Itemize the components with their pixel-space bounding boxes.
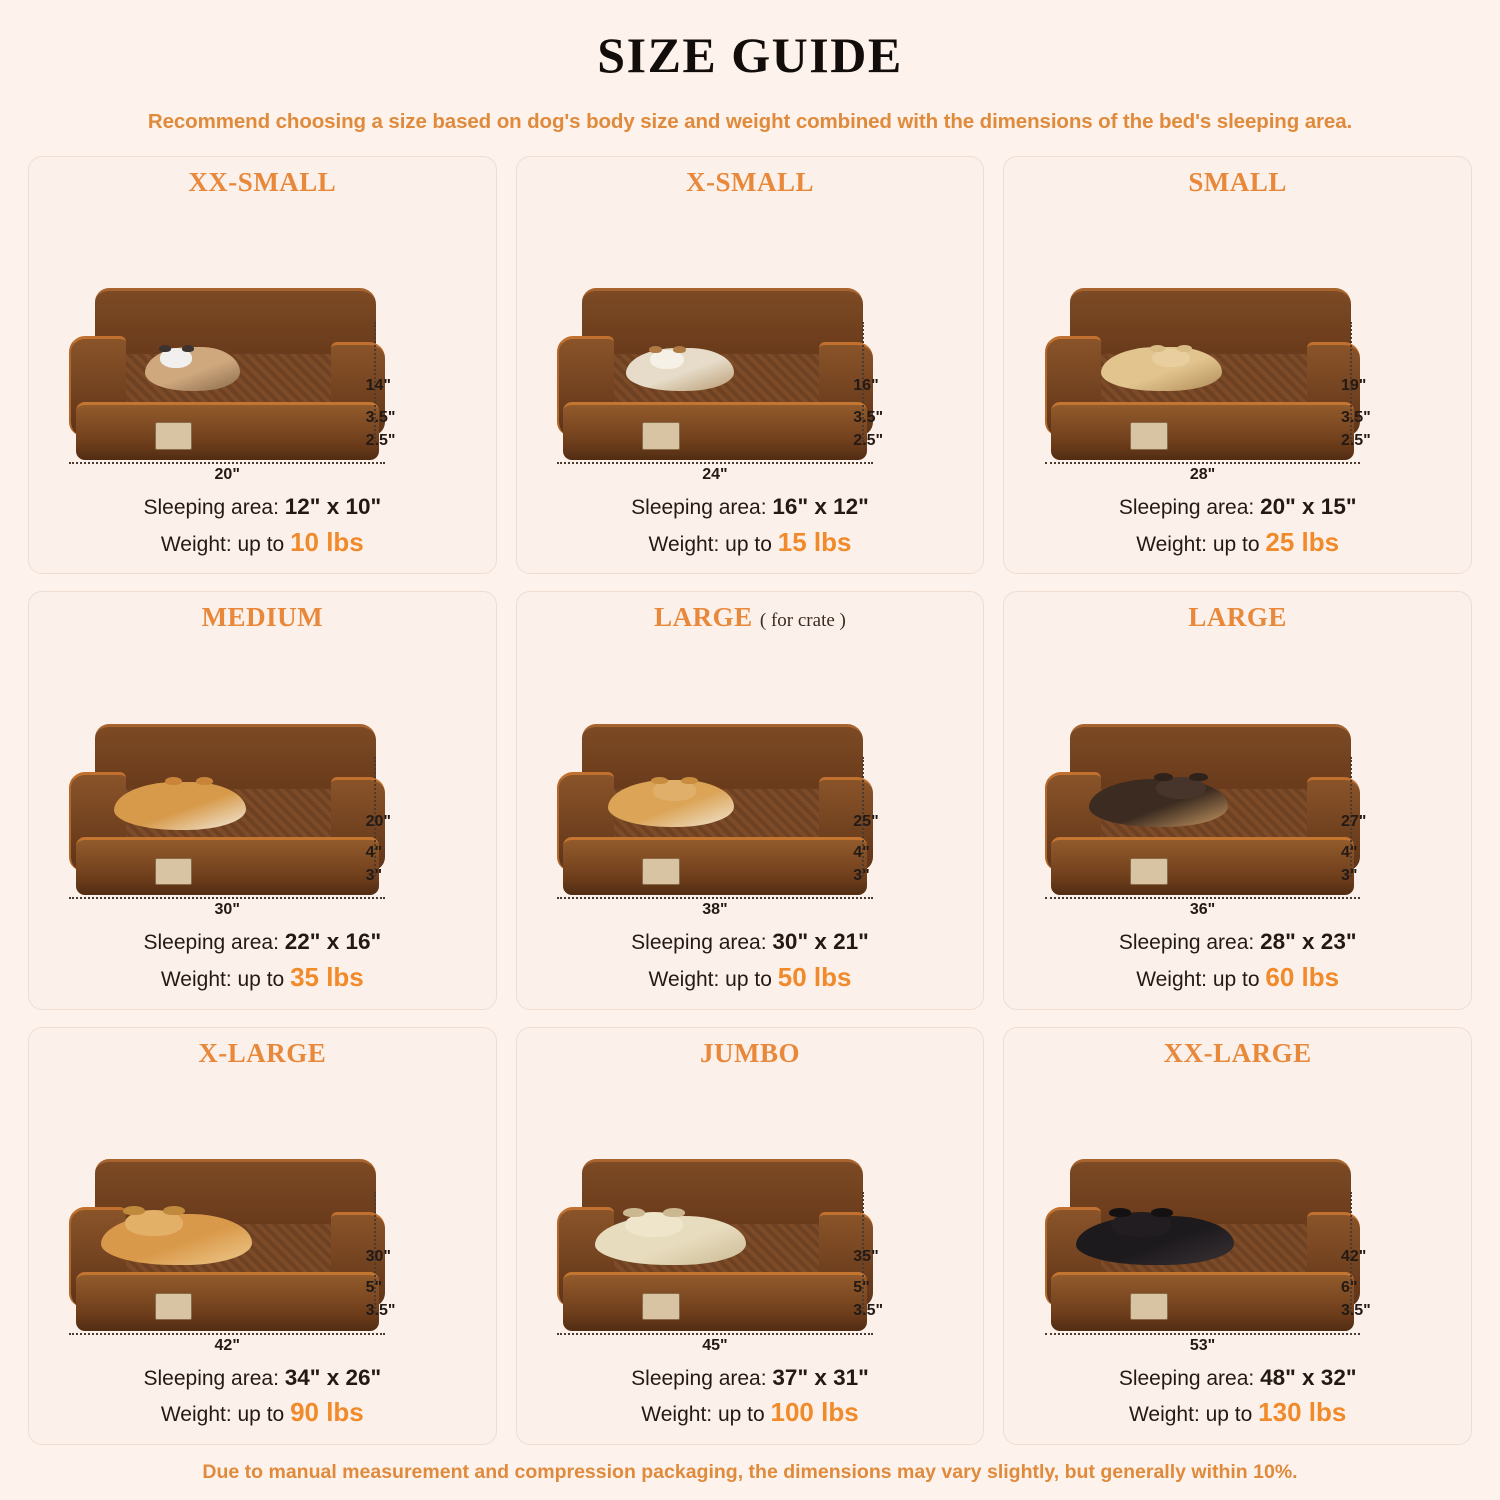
size-specs bbox=[1018, 925, 1457, 996]
sleeping-area-label: Sleeping area: bbox=[143, 495, 285, 519]
brand-tag bbox=[642, 422, 680, 449]
cushion-height-value: 3" bbox=[365, 867, 383, 885]
size-card bbox=[28, 591, 497, 1009]
sleeping-area-row bbox=[1018, 490, 1457, 524]
bed-height-value: 14" bbox=[365, 377, 391, 395]
width-dimension-line bbox=[1045, 897, 1361, 919]
size-card-title bbox=[43, 1038, 482, 1069]
width-dimension-line bbox=[69, 1333, 385, 1355]
bed-length-value: 24" bbox=[696, 466, 733, 484]
size-card bbox=[1003, 1027, 1472, 1445]
pet-ear-left bbox=[623, 1208, 645, 1217]
bed-height-value: 20" bbox=[365, 812, 391, 830]
sleeping-area-value: 48" x 32" bbox=[1260, 1364, 1357, 1390]
vertical-dimensions bbox=[1341, 1245, 1455, 1323]
bed-cushion bbox=[563, 837, 866, 895]
bed-height-value: 35" bbox=[853, 1248, 879, 1265]
bed-height-value: 19" bbox=[1340, 377, 1367, 395]
pet-head bbox=[1152, 349, 1190, 368]
sleeping-area-label: Sleeping area: bbox=[143, 1366, 285, 1390]
size-name: LARGE bbox=[654, 602, 753, 633]
weight-row bbox=[43, 1394, 482, 1432]
pet-head bbox=[160, 348, 192, 368]
bed-height-value: 16" bbox=[853, 377, 879, 395]
sleeping-area-value: 16" x 12" bbox=[772, 493, 869, 519]
pet-rottweiler-icon bbox=[1076, 1216, 1234, 1266]
weight-label: Weight: up to bbox=[648, 532, 778, 556]
pet-ear-right bbox=[673, 346, 686, 353]
weight-label: Weight: up to bbox=[648, 967, 778, 991]
width-dimension-line bbox=[1045, 462, 1361, 484]
sleeping-area-row bbox=[531, 490, 970, 524]
pet-ear-left bbox=[1154, 773, 1173, 782]
bed-illustration bbox=[43, 635, 482, 921]
sleeping-area-row bbox=[531, 1361, 970, 1395]
brand-tag bbox=[642, 858, 680, 885]
size-card bbox=[516, 156, 985, 574]
page-title: SIZE GUIDE bbox=[597, 27, 903, 83]
dog-bed-graphic bbox=[557, 724, 873, 896]
weight-row bbox=[1018, 959, 1457, 997]
vertical-dimensions bbox=[1341, 374, 1455, 452]
cushion-height-value: 3" bbox=[1340, 867, 1358, 885]
size-card-title bbox=[43, 167, 482, 198]
sleeping-area-row bbox=[531, 925, 970, 959]
size-card bbox=[1003, 156, 1472, 574]
pet-french-bulldog-icon bbox=[1101, 347, 1221, 392]
width-dimension-line bbox=[69, 462, 385, 484]
brand-tag bbox=[1130, 858, 1168, 885]
weight-row bbox=[531, 524, 970, 562]
bed-height-value: 27" bbox=[1340, 812, 1367, 830]
sleeping-area-label: Sleeping area: bbox=[631, 1366, 773, 1390]
size-specs bbox=[531, 490, 970, 561]
pet-ear-right bbox=[196, 777, 213, 786]
brand-tag bbox=[155, 1293, 193, 1320]
bed-cushion bbox=[1051, 837, 1354, 895]
weight-value: 35 lbs bbox=[290, 961, 364, 992]
sleeping-area-label: Sleeping area: bbox=[1118, 931, 1261, 955]
cushion-height-value: 3.5" bbox=[853, 1302, 884, 1320]
weight-value: 60 lbs bbox=[1265, 961, 1340, 992]
bed-cushion bbox=[1051, 1272, 1354, 1330]
sleeping-area-label: Sleeping area: bbox=[631, 931, 773, 955]
sleeping-area-row bbox=[1018, 925, 1457, 959]
bolster-height-value: 3.5" bbox=[853, 408, 884, 426]
size-name: SMALL bbox=[1188, 167, 1287, 197]
width-dimension-line bbox=[69, 897, 385, 919]
bolster-height-value: 3.5" bbox=[365, 408, 396, 426]
width-dimension-line bbox=[557, 897, 873, 919]
weight-row bbox=[43, 524, 482, 562]
size-card bbox=[1003, 591, 1472, 1009]
cushion-height-value: 2.5" bbox=[853, 431, 884, 449]
size-specs bbox=[1018, 490, 1457, 561]
brand-tag bbox=[155, 858, 193, 885]
size-name: LARGE bbox=[1188, 602, 1287, 633]
size-card bbox=[28, 1027, 497, 1445]
weight-label: Weight: up to bbox=[1136, 532, 1266, 556]
bed-cushion bbox=[76, 1272, 379, 1330]
dog-bed-graphic bbox=[69, 1159, 385, 1331]
pet-head bbox=[167, 781, 212, 803]
bolster-height-value: 4" bbox=[1340, 843, 1358, 861]
bed-illustration bbox=[531, 635, 970, 921]
dog-bed-graphic bbox=[557, 288, 873, 460]
pet-ear-right bbox=[1151, 1208, 1174, 1217]
size-card-grid bbox=[28, 156, 1472, 1445]
bed-length-value: 53" bbox=[1184, 1337, 1221, 1355]
dog-bed-graphic bbox=[1045, 1159, 1361, 1331]
brand-tag bbox=[642, 1293, 680, 1320]
sleeping-area-label: Sleeping area: bbox=[1118, 1366, 1261, 1390]
bed-cushion bbox=[1051, 402, 1354, 460]
bed-illustration bbox=[531, 1071, 970, 1357]
width-dimension-line bbox=[557, 1333, 873, 1355]
dog-bed-graphic bbox=[69, 288, 385, 460]
pet-ear-right bbox=[182, 345, 194, 352]
pet-ear-right bbox=[681, 777, 697, 785]
pet-ear-left bbox=[165, 777, 182, 786]
sleeping-area-row bbox=[1018, 1361, 1457, 1395]
bed-length-value: 38" bbox=[696, 901, 733, 919]
sleeping-area-row bbox=[43, 925, 482, 959]
size-card-title bbox=[531, 167, 970, 198]
vertical-dimensions bbox=[853, 1245, 967, 1323]
size-card-title bbox=[531, 1038, 970, 1069]
dog-bed-graphic bbox=[1045, 724, 1361, 896]
bed-illustration bbox=[43, 200, 482, 486]
pet-cat-icon bbox=[145, 347, 240, 392]
weight-row bbox=[531, 959, 970, 997]
weight-label: Weight: up to bbox=[641, 1403, 771, 1427]
size-name: MEDIUM bbox=[201, 602, 324, 633]
size-card bbox=[28, 156, 497, 574]
bed-length-value: 45" bbox=[696, 1337, 733, 1355]
size-card-title bbox=[1018, 1038, 1457, 1069]
pet-labrador-icon bbox=[595, 1216, 747, 1266]
pet-ear-right bbox=[663, 1208, 685, 1217]
cushion-height-value: 3" bbox=[853, 867, 870, 885]
pet-head bbox=[1156, 777, 1206, 799]
sleeping-area-value: 20" x 15" bbox=[1260, 493, 1357, 519]
weight-value: 50 lbs bbox=[777, 961, 852, 992]
vertical-dimensions bbox=[366, 374, 480, 452]
weight-label: Weight: up to bbox=[1136, 967, 1266, 991]
sleeping-area-value: 12" x 10" bbox=[284, 493, 382, 519]
bed-length-value: 20" bbox=[209, 466, 246, 484]
sleeping-area-label: Sleeping area: bbox=[1118, 495, 1261, 519]
pet-ear-right bbox=[163, 1206, 185, 1216]
weight-value: 15 lbs bbox=[777, 526, 852, 557]
bolster-height-value: 4" bbox=[365, 843, 383, 861]
bed-length-value: 28" bbox=[1184, 466, 1221, 484]
size-specs bbox=[531, 1361, 970, 1432]
bed-illustration bbox=[531, 200, 970, 486]
pet-ear-left bbox=[1150, 345, 1165, 352]
size-card-title bbox=[1018, 602, 1457, 633]
bed-illustration bbox=[1018, 635, 1457, 921]
pet-ear-right bbox=[1177, 345, 1192, 352]
pet-shiba-inu-icon bbox=[608, 780, 734, 826]
pet-head bbox=[125, 1210, 183, 1235]
sleeping-area-value: 30" x 21" bbox=[772, 929, 869, 955]
weight-row bbox=[43, 959, 482, 997]
pet-head bbox=[1111, 1212, 1171, 1237]
bolster-height-value: 4" bbox=[853, 843, 870, 861]
pet-ear-left bbox=[159, 345, 171, 352]
size-note: ( for crate ) bbox=[759, 610, 846, 632]
brand-tag bbox=[155, 422, 193, 449]
bed-cushion bbox=[76, 837, 379, 895]
dog-bed-graphic bbox=[1045, 288, 1361, 460]
weight-label: Weight: up to bbox=[160, 1403, 291, 1427]
pet-ear-left bbox=[123, 1206, 145, 1216]
brand-tag bbox=[1130, 1293, 1168, 1320]
pet-ear-right bbox=[1189, 773, 1208, 782]
vertical-dimensions bbox=[853, 810, 967, 888]
weight-label: Weight: up to bbox=[160, 967, 291, 991]
weight-value: 25 lbs bbox=[1265, 526, 1340, 557]
vertical-dimensions bbox=[1341, 810, 1455, 888]
sleeping-area-value: 34" x 26" bbox=[284, 1364, 382, 1390]
cushion-height-value: 2.5" bbox=[1340, 431, 1371, 449]
weight-value: 130 lbs bbox=[1258, 1397, 1347, 1428]
pet-head bbox=[625, 1212, 683, 1237]
bed-length-value: 30" bbox=[209, 901, 246, 919]
size-card bbox=[516, 591, 985, 1009]
sleeping-area-value: 28" x 23" bbox=[1260, 929, 1357, 955]
sleeping-area-value: 22" x 16" bbox=[284, 929, 382, 955]
weight-label: Weight: up to bbox=[160, 532, 291, 556]
cushion-height-value: 2.5" bbox=[365, 431, 396, 449]
pet-australian-shepherd-icon bbox=[1089, 779, 1228, 827]
sleeping-area-label: Sleeping area: bbox=[143, 931, 285, 955]
bed-cushion bbox=[76, 402, 379, 460]
pet-ear-left bbox=[1109, 1208, 1132, 1217]
size-specs bbox=[43, 925, 482, 996]
bed-cushion bbox=[563, 1272, 866, 1330]
sleeping-area-value: 37" x 31" bbox=[772, 1364, 869, 1390]
vertical-dimensions bbox=[853, 374, 967, 452]
pet-head bbox=[650, 350, 684, 369]
size-name: XX-SMALL bbox=[188, 167, 337, 197]
pet-corgi-icon bbox=[114, 782, 247, 830]
bed-illustration bbox=[43, 1071, 482, 1357]
pet-ear-left bbox=[649, 346, 662, 353]
weight-value: 90 lbs bbox=[290, 1397, 364, 1428]
size-specs bbox=[531, 925, 970, 996]
pet-shih-tzu-icon bbox=[626, 348, 733, 391]
sleeping-area-row bbox=[43, 1361, 482, 1395]
size-specs bbox=[43, 490, 482, 561]
sleeping-area-label: Sleeping area: bbox=[631, 495, 773, 519]
weight-row bbox=[531, 1394, 970, 1432]
pet-ear-left bbox=[651, 777, 667, 785]
size-name: X-SMALL bbox=[685, 167, 814, 197]
bolster-height-value: 5" bbox=[365, 1279, 383, 1297]
bed-cushion bbox=[563, 402, 866, 460]
size-card-title bbox=[43, 602, 482, 633]
cushion-height-value: 3.5" bbox=[1340, 1302, 1371, 1320]
bed-illustration bbox=[1018, 1071, 1457, 1357]
dog-bed-graphic bbox=[557, 1159, 873, 1331]
bed-height-value: 25" bbox=[853, 812, 879, 830]
bolster-height-value: 5" bbox=[853, 1279, 870, 1297]
size-card bbox=[516, 1027, 985, 1445]
footer-note: Due to manual measurement and compression packaging, the dimensions may vary slightly, but generally within 10%. bbox=[202, 1461, 1298, 1483]
width-dimension-line bbox=[1045, 1333, 1361, 1355]
weight-label: Weight: up to bbox=[1128, 1403, 1259, 1427]
sleeping-area-row bbox=[43, 490, 482, 524]
brand-tag bbox=[1130, 422, 1168, 449]
size-name: XX-LARGE bbox=[1163, 1037, 1312, 1068]
weight-row bbox=[1018, 1394, 1457, 1432]
vertical-dimensions bbox=[366, 810, 480, 888]
weight-value: 10 lbs bbox=[290, 526, 364, 557]
pet-head bbox=[653, 780, 696, 800]
size-specs bbox=[1018, 1361, 1457, 1432]
bolster-height-value: 6" bbox=[1340, 1279, 1358, 1297]
page-subtitle: Recommend choosing a size based on dog's body size and weight combined with the dimensions of the bed's sleeping area. bbox=[147, 110, 1353, 133]
width-dimension-line bbox=[557, 462, 873, 484]
bed-length-value: 36" bbox=[1184, 901, 1221, 919]
size-card-title bbox=[1018, 167, 1457, 198]
bed-height-value: 42" bbox=[1340, 1248, 1367, 1265]
vertical-dimensions bbox=[366, 1245, 480, 1323]
bolster-height-value: 3.5" bbox=[1340, 408, 1371, 426]
size-name: X-LARGE bbox=[198, 1037, 327, 1068]
bed-length-value: 42" bbox=[209, 1337, 246, 1355]
dog-bed-graphic bbox=[69, 724, 385, 896]
weight-row bbox=[1018, 524, 1457, 562]
bed-illustration bbox=[1018, 200, 1457, 486]
size-specs bbox=[43, 1361, 482, 1432]
size-name: JUMBO bbox=[699, 1037, 800, 1068]
weight-value: 100 lbs bbox=[770, 1397, 859, 1428]
pet-golden-retriever-icon bbox=[101, 1214, 253, 1265]
size-card-title bbox=[531, 602, 970, 633]
bed-height-value: 30" bbox=[365, 1248, 391, 1265]
cushion-height-value: 3.5" bbox=[365, 1302, 396, 1320]
